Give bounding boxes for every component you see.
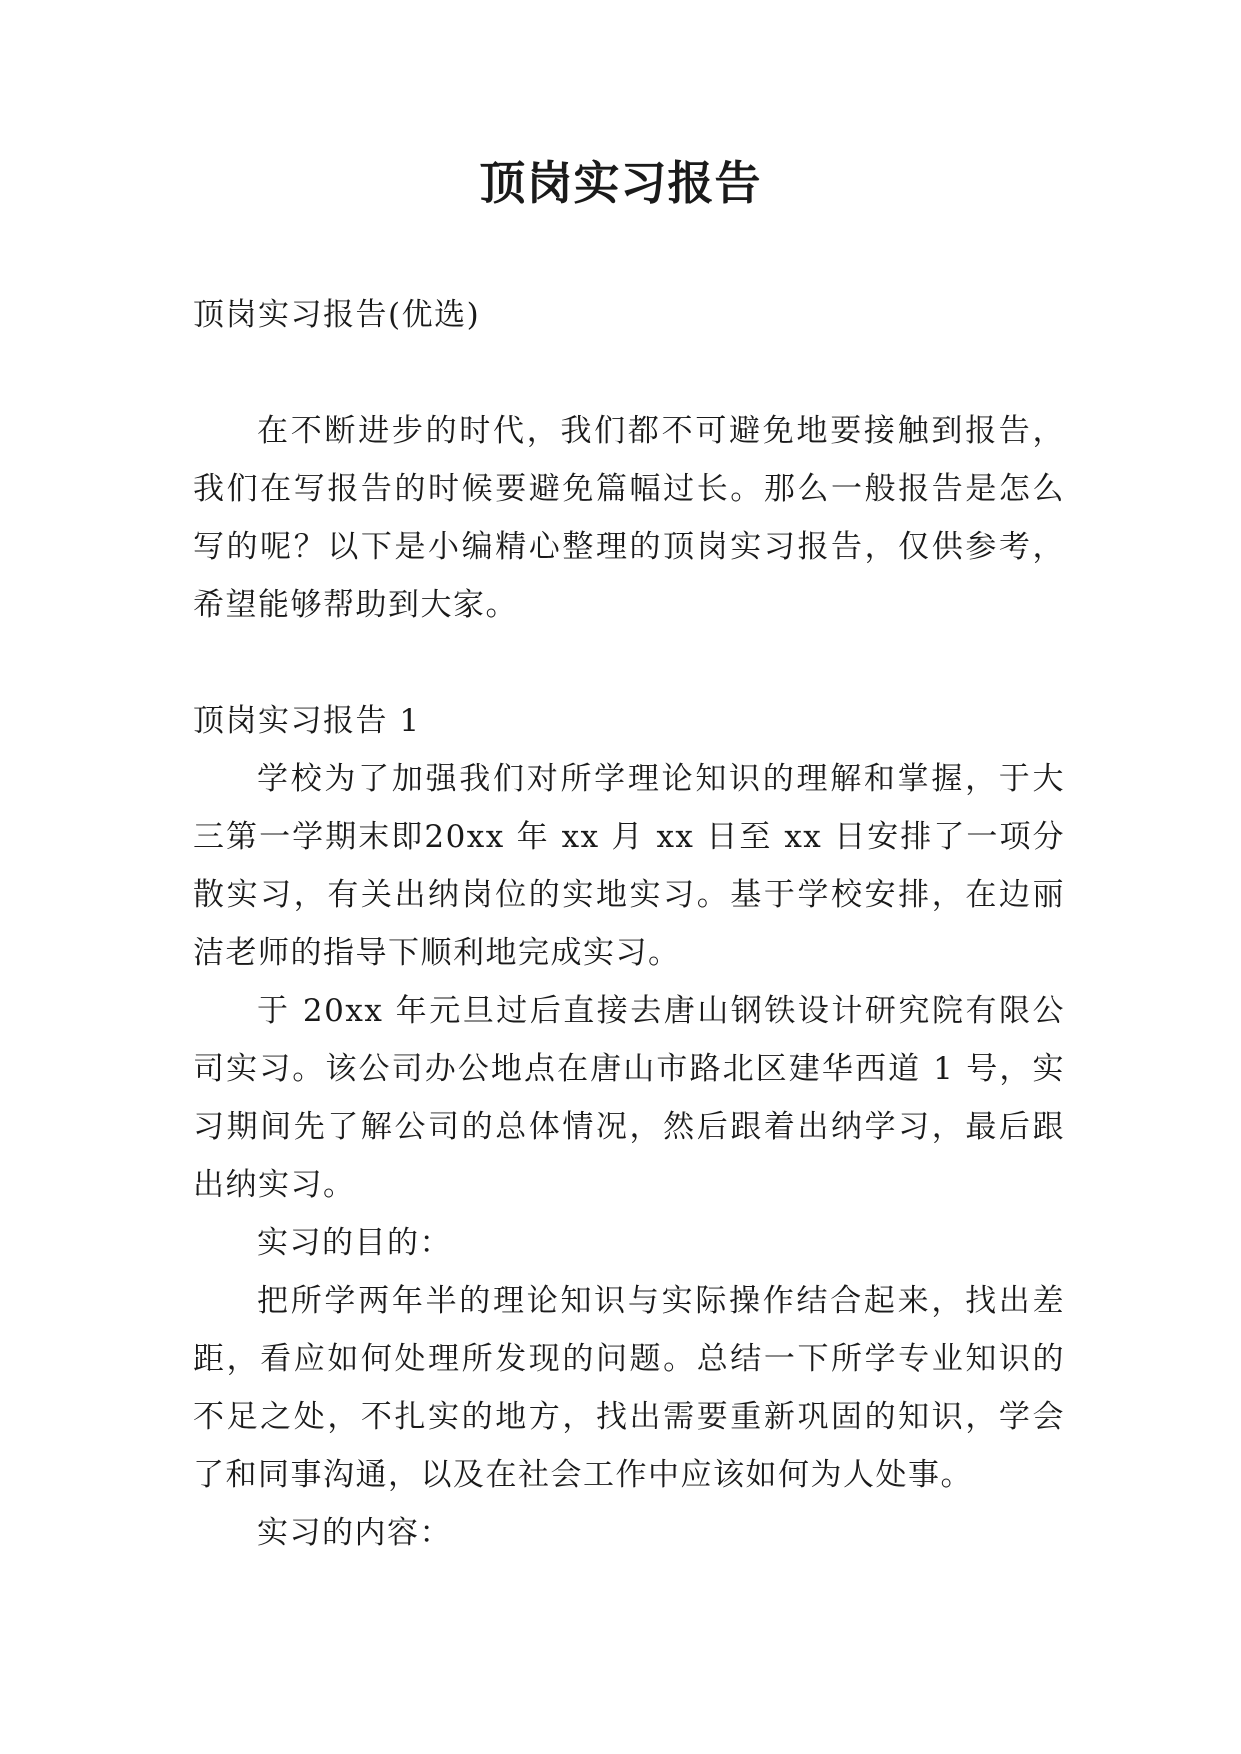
section-heading: 顶岗实习报告 1 bbox=[193, 703, 421, 739]
body-paragraph-2: 于 20xx 年元旦过后直接去唐山钢铁设计研究院有限公司实习。该公司办公地点在唐山市路北区建华西道 1 号，实习期间先了解公司的总体情况，然后跟着出纳学习，最后跟出纳实习。 bbox=[193, 993, 1065, 1203]
document-title: 顶岗实习报告 bbox=[479, 156, 762, 210]
document-body bbox=[193, 286, 1065, 1562]
purpose-heading: 实习的目的： bbox=[257, 1225, 452, 1261]
body-paragraph-3: 把所学两年半的理论知识与实际操作结合起来，找出差距，看应如何处理所发现的问题。总结一下所学专业知识的不足之处，不扎实的地方，找出需要重新巩固的知识，学会了和同事沟通，以及在社会工作中应该如何为人处事。 bbox=[193, 1283, 1065, 1493]
intro-paragraph: 在不断进步的时代，我们都不可避免地要接触到报告，我们在写报告的时候要避免篇幅过长。那么一般报告是怎么写的呢？以下是小编精心整理的顶岗实习报告，仅供参考，希望能够帮助到大家。 bbox=[193, 413, 1065, 623]
body-paragraph-1: 学校为了加强我们对所学理论知识的理解和掌握，于大三第一学期末即20xx 年 xx 月 xx 日至 xx 日安排了一项分散实习，有关出纳岗位的实地实习。基于学校安排，在边丽洁老师的指导下顺利地完成实习。 bbox=[193, 761, 1065, 971]
document-subtitle: 顶岗实习报告(优选) bbox=[193, 297, 481, 333]
content-heading: 实习的内容： bbox=[257, 1515, 452, 1551]
